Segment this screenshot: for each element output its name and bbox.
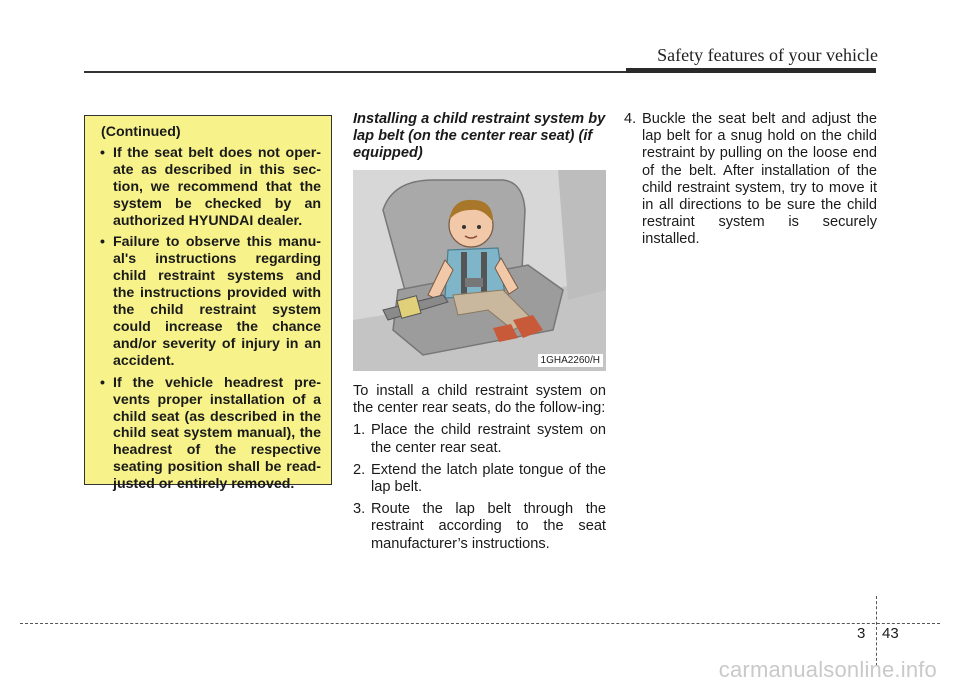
page-number: 43	[882, 625, 899, 642]
section-intro: To install a child restraint system on the center rear seats, do the follow-ing:	[353, 383, 606, 417]
warning-item: • Failure to observe this manu-al's instructions regarding child restraint systems and the instructions provided with the child restraint system could increase the chance and/or severity of injury in an accident.	[100, 234, 321, 369]
figure-code: 1GHA2260/H	[538, 354, 603, 367]
section-title: Installing a child restraint system by lap belt (on the center rear seat) (if equipped)	[353, 111, 606, 161]
child-seat-drawing	[353, 170, 606, 371]
section-header-title: Safety features of your vehicle	[657, 45, 878, 65]
bullet-icon: •	[100, 374, 105, 391]
bullet-icon: •	[100, 144, 105, 161]
step-item: 3. Route the lap belt through the restraint according to the seat manufacturer’s instructions.	[353, 501, 606, 552]
middle-column	[353, 111, 606, 558]
page-number-divider	[876, 596, 877, 666]
step-item: 2. Extend the latch plate tongue of the lap belt.	[353, 461, 606, 496]
footer-rule	[20, 623, 940, 624]
child-seat-illustration	[353, 170, 606, 371]
step-item: 4. Buckle the seat belt and adjust the lap belt for a snug hold on the child restraint by pulling on the loose end of the belt. After installation of the child restraint system, try to move it in all directions to be sure the child restraint system is securely installed.	[624, 111, 877, 248]
step-item: 1. Place the child restraint system on the center rear seat.	[353, 422, 606, 456]
warning-item: • If the vehicle headrest pre-vents proper installation of a child seat (as described in the child seat system manual), the headrest of the respective seating position shall be read-justed or entirely removed.	[100, 374, 321, 493]
watermark: carmanualsonline.info	[718, 657, 937, 682]
warning-list	[93, 145, 321, 493]
steps-list-b	[624, 111, 877, 249]
bullet-icon: •	[100, 234, 105, 251]
right-column	[624, 111, 877, 254]
warning-box	[84, 115, 332, 493]
warning-continued-label: (Continued)	[101, 124, 181, 140]
header-rule-accent	[626, 68, 876, 73]
steps-list-a	[353, 422, 606, 552]
warning-item: • If the seat belt does not oper-ate as described in this sec-tion, we recommend that the system be checked by an authorized HYUNDAI dealer.	[100, 144, 321, 229]
chapter-number: 3	[857, 625, 866, 642]
